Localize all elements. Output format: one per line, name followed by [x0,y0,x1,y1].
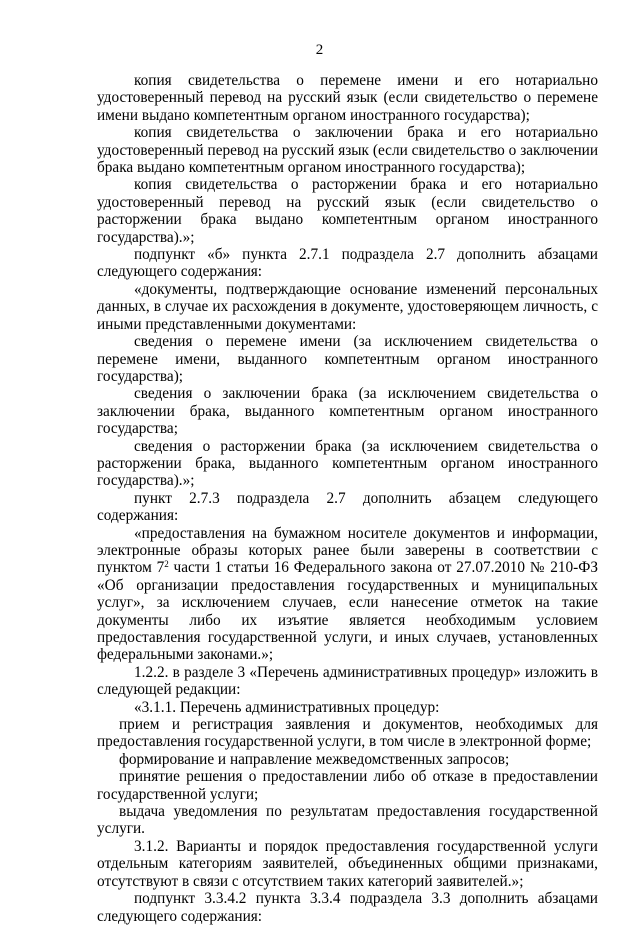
paragraph: «3.1.1. Перечень административных процедур: [134,698,440,716]
paragraph: сведения о перемене имени (за исключением свидетельства о перемене имени, выданного компетентным органом иностранного государства); [97,333,598,385]
page-number: 2 [315,42,324,58]
paragraph: сведения о расторжении брака (за исключением свидетельства о расторжении брака, выданного компетентным органом иностранного государства).»; [97,437,598,490]
paragraph: формирование и направление межведомственных запросов; [119,750,510,768]
paragraph: прием и регистрация заявления и документов, необходимых для предоставления государственной услуги, в том числе в электронной форме; [97,716,598,751]
paragraph: копия свидетельства о расторжении брака и его нотариально удостоверенный перевод на русский язык (если свидетельство о расторжении брака выдано компетентным органом иностранного государства).»; [97,176,598,246]
paragraph: подпункт 3.3.4.2 пункта 3.3.4 подраздела 3.3 дополнить абзацами следующего содержания: [97,890,598,925]
paragraph: пункт 2.7.3 подраздела 2.7 дополнить абзацем следующего содержания: [97,489,598,525]
paragraph-text-continued: части 1 статьи 16 Федерального закона от 27.07.2010 № 210-ФЗ «Об организации предоставления государственных и муниципальных услуг», за исключением случаев, если нанесение отметок на такие документы либо их изъятие является необходимым условием предоставления государственной услуги, и иных случаев, установленных федеральными законами.»; [97,559,599,664]
paragraph-with-footnote [97,525,598,664]
paragraph: принятие решения о предоставлении либо об отказе в предоставлении государственной услуги; [97,768,598,803]
footnote-superscript: 2 [164,559,169,570]
paragraph: выдача уведомления по результатам предоставления государственной услуги. [97,803,598,838]
paragraph: подпункт «б» пункта 2.7.1 подраздела 2.7 дополнить абзацами следующего содержания: [97,246,598,281]
paragraph: «документы, подтверждающие основание изменений персональных данных, в случае их расхождения в документе, удостоверяющем личность, с иными представленными документами: [97,280,598,333]
paragraph-text: «предоставления на бумажном носителе документов и информации, электронные образы которых ранее были заверены в соответствии с пунктом 7 [97,524,598,577]
paragraph: копия свидетельства о перемене имени и его нотариально удостоверенный перевод на русский язык (если свидетельство о перемене имени выдано компетентным органом иностранного государства); [97,72,598,124]
paragraph: 1.2.2. в разделе 3 «Перечень административных процедур» изложить в следующей редакции: [97,663,598,699]
paragraph: копия свидетельства о заключении брака и его нотариально удостоверенный перевод на русский язык (если свидетельство о заключении брака выдано компетентным органом иностранного государства); [97,124,598,177]
paragraph: 3.1.2. Варианты и порядок предоставления государственной услуги отдельным категориям заявителей, объединенных общими признаками, отсутствуют в связи с отсутствием таких категорий заявителей.»; [97,837,598,890]
document-body [97,72,598,925]
paragraph: сведения о заключении брака (за исключением свидетельства о заключении брака, выданного компетентным органом иностранного государства; [97,385,598,438]
